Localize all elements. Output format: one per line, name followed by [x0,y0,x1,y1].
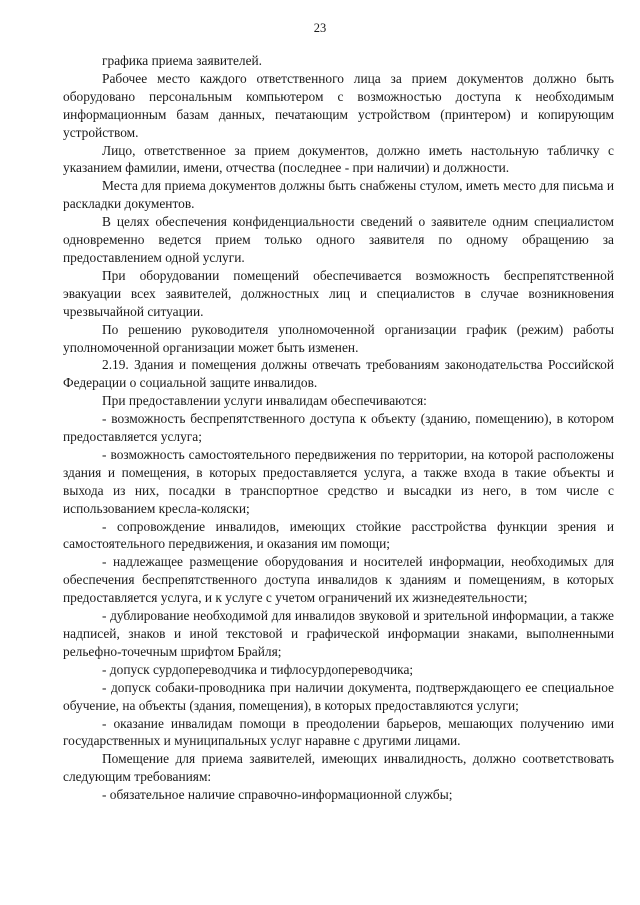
paragraph-reception-requirements: Помещение для приема заявителей, имеющих инвалидность, должно соответствовать следующим требованиям: [63,751,614,785]
list-item-guide-dog: - допуск собаки-проводника при наличии документа, подтверждающего ее специальное обучение, на объекты (здания, помещения), в которых предоставляются услуги; [63,679,614,713]
list-item-information-service: - обязательное наличие справочно-информационной службы; [102,787,453,803]
paragraph-section-2-19: 2.19. Здания и помещения должны отвечать требованиям законодательства Российской Федерации о социальной защите инвалидов. [63,357,614,391]
list-item-movement: - возможность самостоятельного передвижения по территории, на которой расположены здания и помещения, в которых предоставляется услуга, а также входа в такие объекты и выхода из них, посадки в транспортное средство и высадки из него, в том числе с использованием кресла-коляски; [63,446,614,516]
paragraph-evacuation: При оборудовании помещений обеспечивается возможность беспрепятственной эвакуации всех заявителей, должностных лиц и специалистов в случае возникновения чрезвычайной ситуации. [63,267,614,319]
page-number: 23 [313,21,327,35]
paragraph-schedule-end: графика приема заявителей. [102,53,263,68]
list-item-access: - возможность беспрепятственного доступа к объекту (зданию, помещению), в котором предоставляется услуга; [63,411,614,445]
paragraph-reception-seating: Места для приема документов должны быть снабжены стулом, иметь место для письма и раскладки документов. [63,178,614,212]
paragraph-schedule-change: По решению руководителя уполномоченной организации график (режим) работы уполномоченной организации может быть изменен. [63,321,614,355]
list-item-equipment-placement: - надлежащее размещение оборудования и носителей информации, необходимых для обеспечения беспрепятственного доступа инвалидов к зданиям и помещениям, в которых предоставляется услуга, и к услуге с учетом ограничений их жизнедеятельности; [63,554,614,606]
paragraph-confidentiality: В целях обеспечения конфиденциальности сведений о заявителе одним специалистом одновременно ведется прием только одного заявителя по одному обращению за предоставлением одной услуги. [63,214,614,265]
list-item-escort: - сопровождение инвалидов, имеющих стойкие расстройства функции зрения и самостоятельного передвижения, и оказания им помощи; [63,518,614,552]
list-item-barrier-assistance: - оказание инвалидам помощи в преодолении барьеров, мешающих получению ими государственных и муниципальных услуг наравне с другими лицами. [63,715,614,749]
list-item-braille-duplication: - дублирование необходимой для инвалидов звуковой и зрительной информации, а также надписей, знаков и иной текстовой и графической информации знаками, выполненными рельефно-точечным шрифтом Брайля; [63,608,614,659]
paragraph-disability-provisions-intro: При предоставлении услуги инвалидам обеспечиваются: [102,393,427,409]
document-body [63,52,614,804]
paragraph-name-plate: Лицо, ответственное за прием документов, должно иметь настольную табличку с указанием фамилии, имени, отчества (последнее - при наличии) и должности. [63,142,614,176]
list-item-interpreter: - допуск сурдопереводчика и тифлосурдопереводчика; [102,661,414,677]
paragraph-workplace-equipment: Рабочее место каждого ответственного лица за прием документов должно быть оборудовано персональным компьютером с возможностью доступа к необходимым информационным базам данных, печатающим устройством (принтером) и копирующим устройством. [63,70,614,140]
